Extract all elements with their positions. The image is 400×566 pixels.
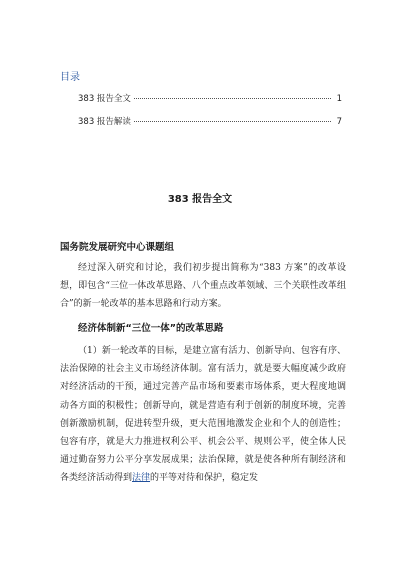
toc-item-page: 7 bbox=[336, 117, 342, 127]
toc-item-label: 383 报告解读 bbox=[78, 117, 131, 127]
paragraph-text: （1）新一轮改革的目标，是建立富有活力、创新导向、包容有序、法治保障的社会主义市场经济体制。富有活力，就是要大幅度减少政府对经济活动的干预，通过完善产品市场和要素市场体系，更大程度地调动各方面的积极性；创新导向，就是营造有利于创新的制度环境，完善创新激励机制，促进转型升级，更大范围地激发企业和个人的创造性；包容有序，就是大力推进权利公平、机会公平、规则公平，使全体人民通过勤奋努力公平分享发展成果；法治保障，就是使各种所有制经济和各类经济活动得到 bbox=[60, 346, 346, 484]
toc-title: 目录 bbox=[60, 72, 80, 83]
toc-leader bbox=[134, 98, 331, 99]
law-link[interactable]: 法律 bbox=[132, 473, 151, 484]
author-organization: 国务院发展研究中心课题组 bbox=[60, 242, 175, 253]
body-paragraph bbox=[60, 342, 346, 488]
paragraph-text-continued: 的平等对待和保护，稳定发 bbox=[150, 473, 259, 484]
toc-leader bbox=[134, 121, 331, 122]
section-title: 383 报告全文 bbox=[167, 194, 233, 205]
toc-item-report-interpretation[interactable] bbox=[78, 115, 342, 129]
toc-item-full-report[interactable] bbox=[78, 92, 342, 106]
intro-paragraph: 经过深入研究和讨论，我们初步提出简称为“383 方案”的改革设想，即包含“三位一体改革思路、八个重点改革领域、三个关联性改革组合”的新一轮改革的基本思路和行动方案。 bbox=[60, 263, 346, 310]
toc-item-page: 1 bbox=[336, 94, 342, 104]
subheading: 经济体制新“三位一体”的改革思路 bbox=[78, 323, 224, 334]
toc-item-label: 383 报告全文 bbox=[78, 94, 131, 104]
